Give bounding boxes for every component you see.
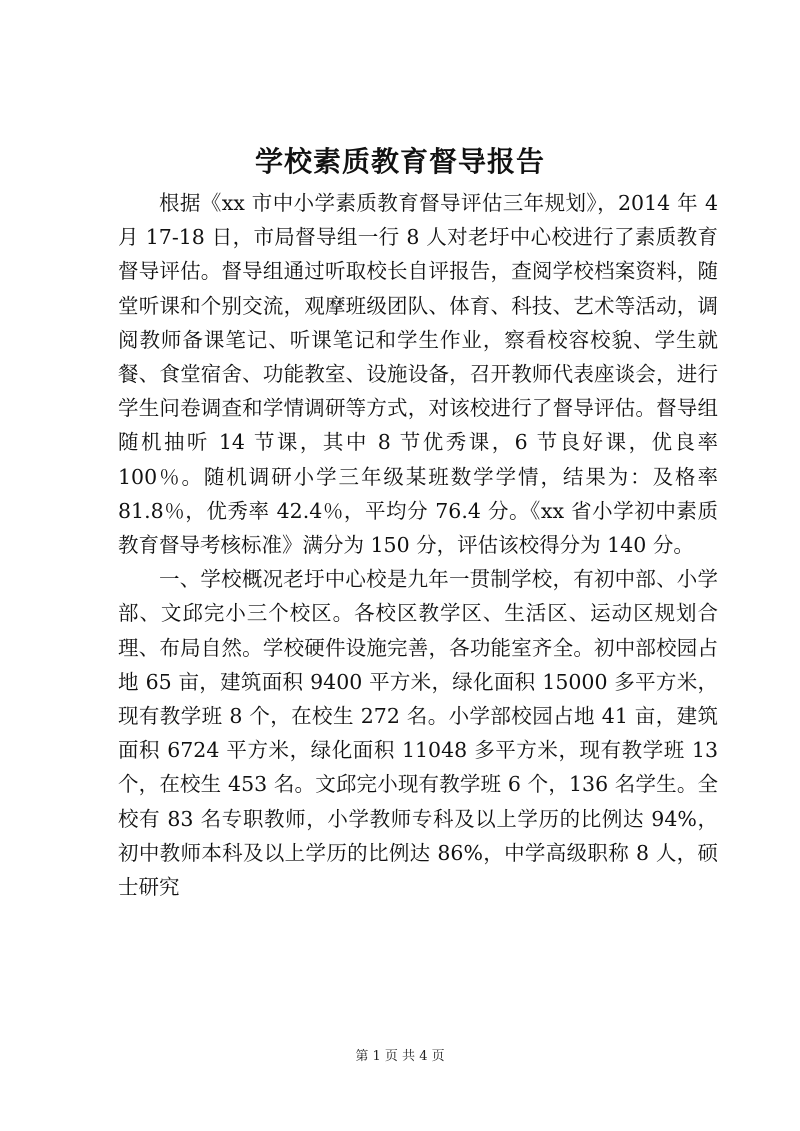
page-footer: 第 1 页 共 4 页 [355, 1049, 445, 1064]
paragraph-school-overview: 一、学校概况老圩中心校是九年一贯制学校，有初中部、小学部、文邱完小三个校区。各校区教学区、生活区、运动区规划合理、布局自然。学校硬件设施完善，各功能室齐全。初中部校园占地 65 亩，建筑面积 9400 平方米，绿化面积 15000 多平方米，现有教学班 8 个，在校生 272 名。小学部校园占地 41 亩，建筑面积 6724 平方米，绿化面积 11048 多平方米，现有教学班 13 个，在校生 453 名。文邱完小现有教学班 6 个，136 名学生。全校有 83 名专职教师，小学教师专科及以上学历的比例达 94%，初中教师本科及以上学历的比例达 86%，中学高级职称 8 人，硕士研究 [118, 567, 718, 900]
document-title: 学校素质教育督导报告 [254, 145, 545, 178]
paragraph-intro: 根据《xx 市中小学素质教育督导评估三年规划》，2014 年 4 月 17-18 日，市局督导组一行 8 人对老圩中心校进行了素质教育督导评估。督导组通过听取校长自评报告，查阅学校档案资料，随堂听课和个别交流，观摩班级团队、体育、科技、艺术等活动，调阅教师备课笔记、听课笔记和学生作业，察看校容校貌、学生就餐、食堂宿舍、功能教室、设施设备，召开教师代表座谈会，进行学生问卷调查和学情调研等方式，对该校进行了督导评估。督导组随机抽听 14 节课，其中 8 节优秀课，6 节良好课，优良率 100％。随机调研小学三年级某班数学学情，结果为：及格率 81.8％，优秀率 42.4％，平均分 76.4 分。《xx 省小学初中素质教育督导考核标准》满分为 150 分，评估该校得分为 140 分。 [118, 191, 718, 558]
document-body [118, 186, 718, 904]
